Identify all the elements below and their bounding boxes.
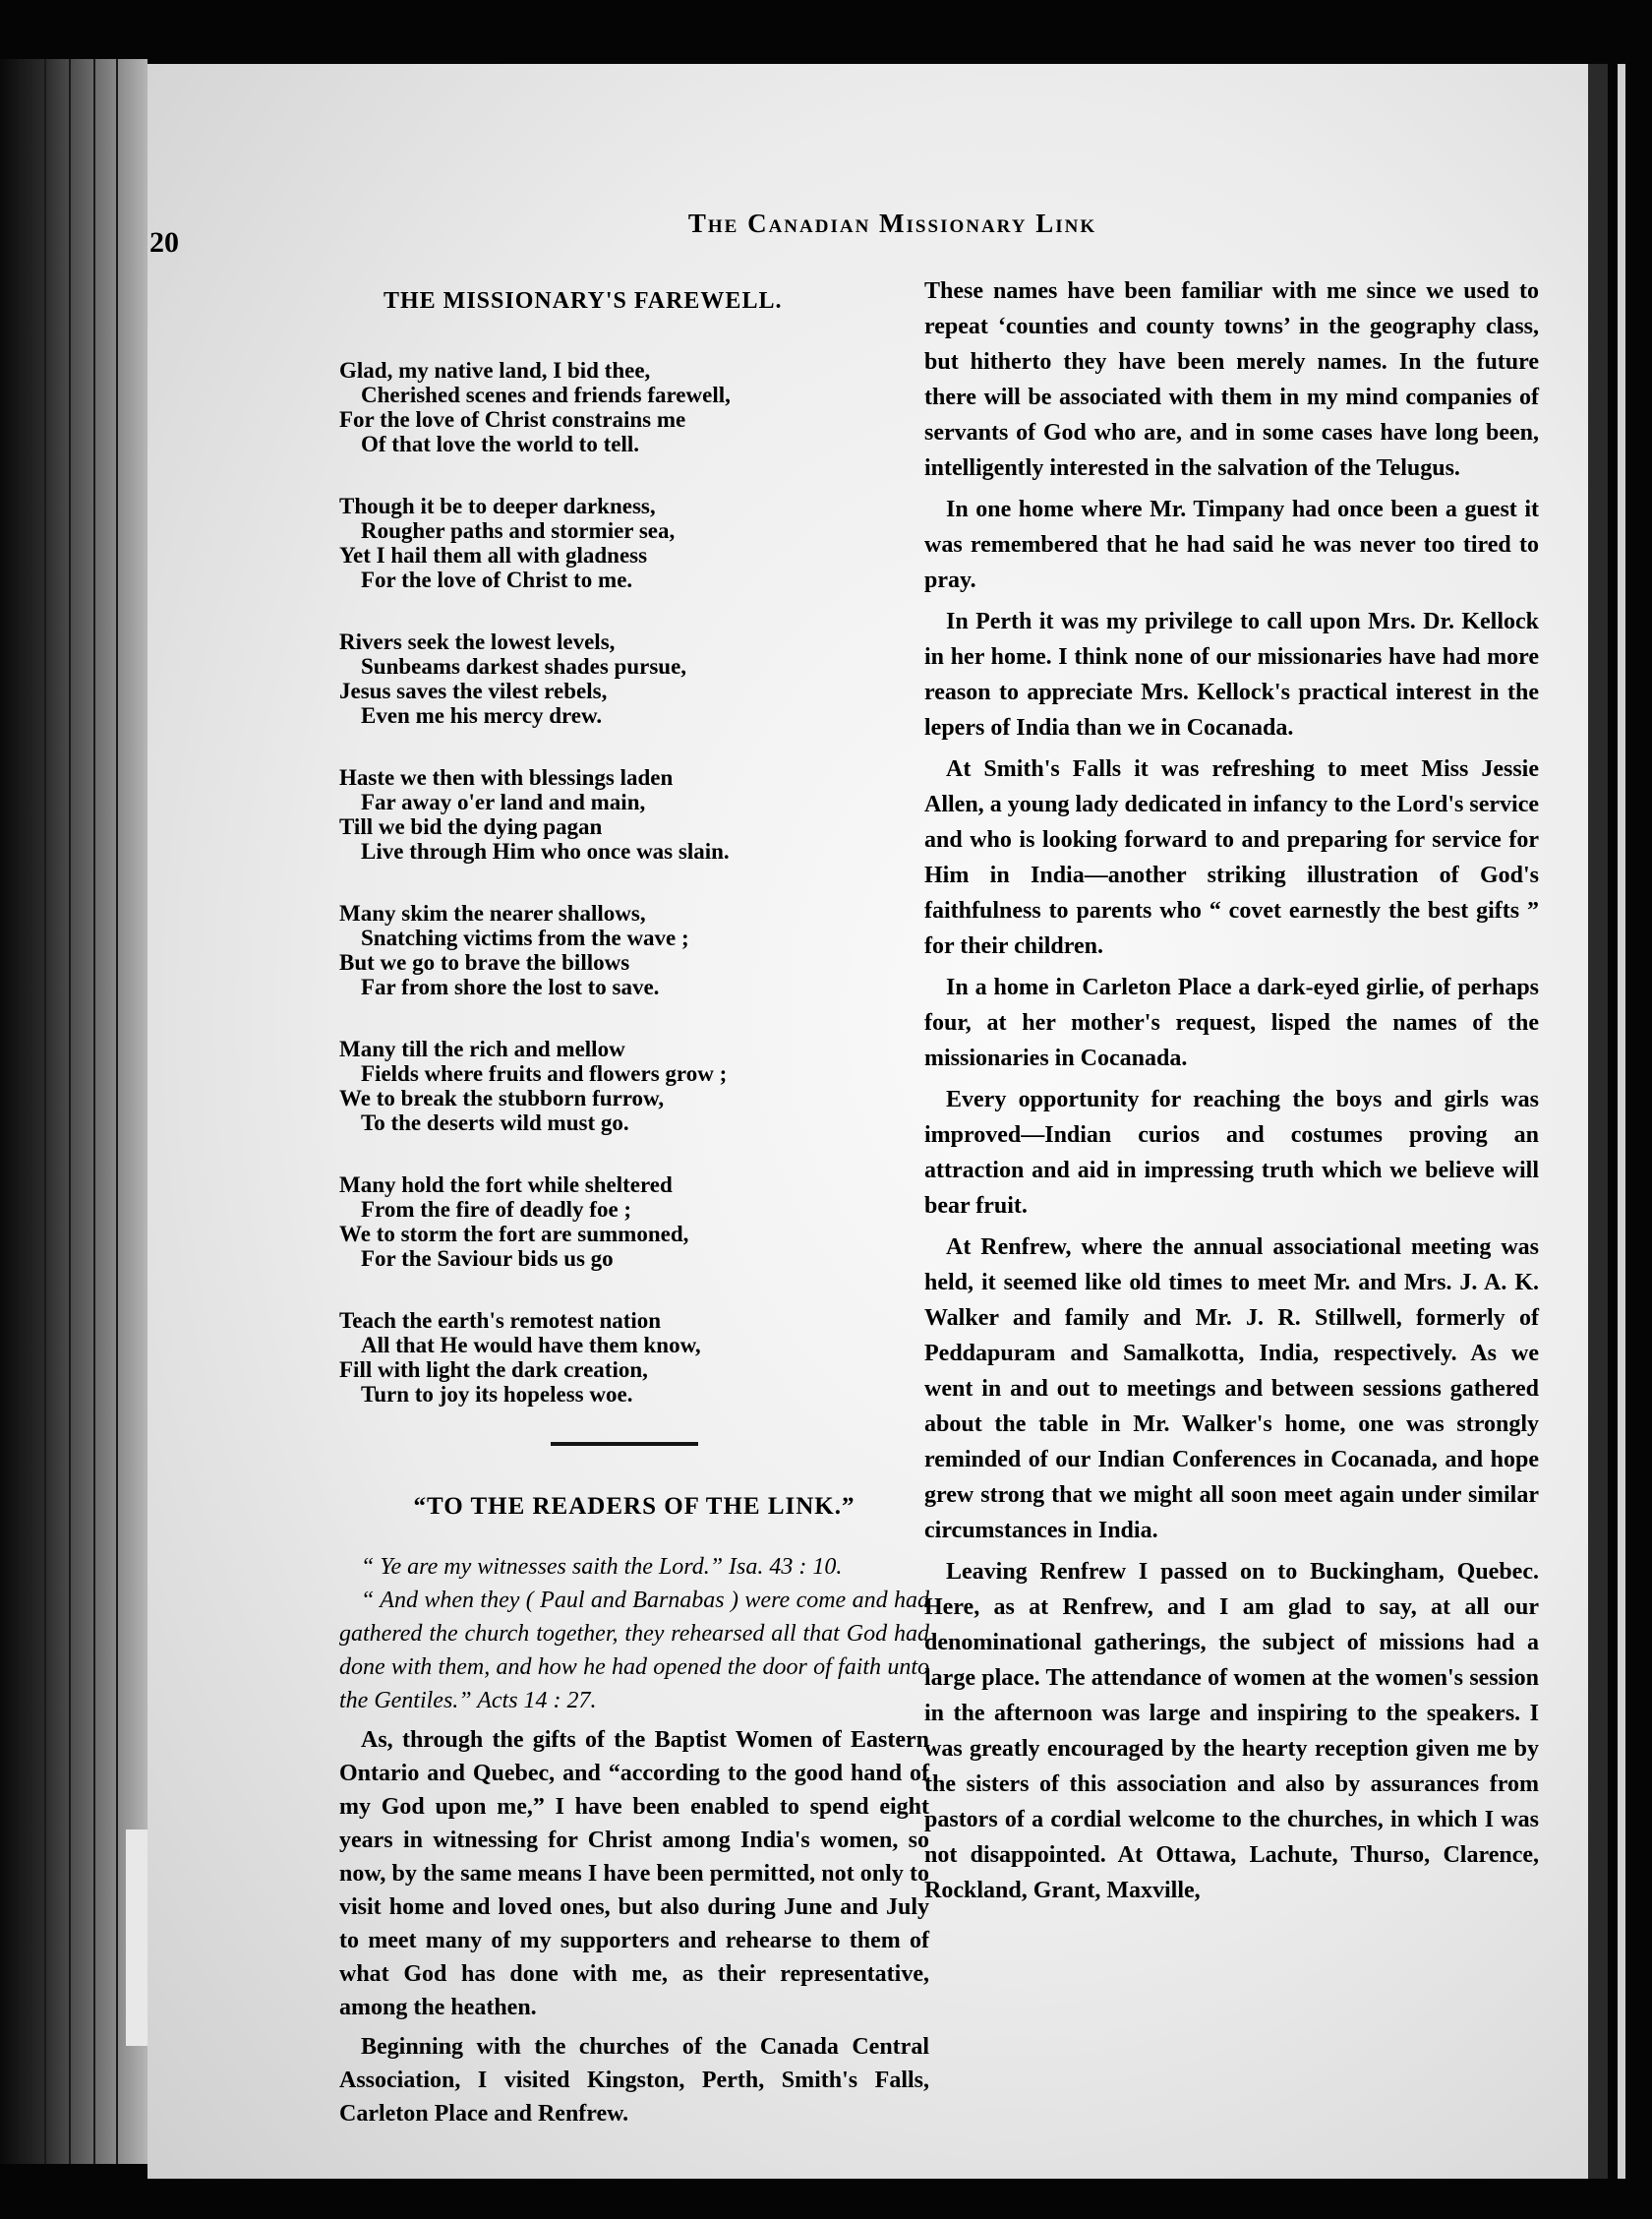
poem-line: Of that love the world to tell. <box>361 432 639 456</box>
poem-line: Haste we then with blessings laden <box>339 765 674 790</box>
poem-stanza <box>339 1308 929 1407</box>
article-paragraph: As, through the gifts of the Baptist Women of Eastern Ontario and Quebec, and “according to the good hand of my God upon me,” I have been enabled to spend eight years in witnessing for Christ among India's women, so now, by the same means I have been permitted, not only to visit home and loved ones, but also during June and July to meet many of my supporters and rehearse to them of what God has done with me, as their representative, among the heathen. <box>339 1727 929 2020</box>
article-paragraph: In a home in Carleton Place a dark-eyed girlie, of perhaps four, at her mother's request, lisped the names of the missionaries in Cocanada. <box>924 975 1539 1071</box>
poem-line: To the deserts wild must go. <box>361 1110 629 1135</box>
book-gutter-shadow <box>1588 64 1608 2179</box>
poem-line: Far away o'er land and main, <box>361 790 646 814</box>
poem-line: From the fire of deadly foe ; <box>361 1197 632 1222</box>
poem-line: Snatching victims from the wave ; <box>361 926 689 950</box>
poem-line: Rougher paths and stormier sea, <box>361 518 676 543</box>
article-paragraph: Every opportunity for reaching the boys and girls was improved—Indian curios and costumes proving an attraction and aid in impressing truth which we believe will bear fruit. <box>924 1087 1539 1219</box>
poem-line: Teach the earth's remotest nation <box>339 1308 662 1333</box>
poem-stanza <box>339 901 929 999</box>
article-paragraph: Beginning with the churches of the Canada Central Association, I visited Kingston, Perth, Smith's Falls, Carleton Place and Renfrew. <box>339 2034 929 2127</box>
poem-stanza <box>339 765 929 864</box>
page-marker-tab <box>126 1829 148 2046</box>
adjacent-page-edge <box>1618 64 1625 2179</box>
poem-line: For the love of Christ to me. <box>361 568 633 592</box>
page-number: 20 <box>149 226 179 259</box>
article-paragraph: Leaving Renfrew I passed on to Buckingham, Quebec. Here, as at Renfrew, and I am glad to say, at all our denominational gatherings, the subject of missions had a large place. The attendance of women at the women's session in the afternoon was large and inspiring to the speakers. I was greatly encouraged by the hearty reception given me by the sisters of this association and also by assurances from pastors of a cordial welcome to the churches, in which I was not disappointed. At Ottawa, Lachute, Thurso, Clarence, Rockland, Grant, Maxville, <box>924 1559 1539 1903</box>
poem-line: Though it be to deeper darkness, <box>339 494 656 518</box>
poem-stanza <box>339 1172 929 1271</box>
poem-line: Even me his mercy drew. <box>361 703 603 728</box>
poem-line: We to storm the fort are summoned, <box>339 1222 689 1246</box>
article-paragraph: In Perth it was my privilege to call upon Mrs. Dr. Kellock in her home. I think none of our missionaries have had more reason to appreciate Mrs. Kellock's practical interest in the lepers of India than we in Cocanada. <box>924 609 1539 741</box>
poem-line: All that He would have them know, <box>361 1333 701 1357</box>
article-paragraph: At Smith's Falls it was refreshing to meet Miss Jessie Allen, a young lady dedicated in infancy to the Lord's service and who is looking forward to and preparing for service for Him in India—another striking illustration of God's faithfulness to parents who “ covet earnestly the best gifts ” for their children. <box>924 756 1539 959</box>
poem-line: Far from shore the lost to save. <box>361 975 660 999</box>
poem-line: Cherished scenes and friends farewell, <box>361 383 731 407</box>
poem-line: Fields where fruits and flowers grow ; <box>361 1061 728 1086</box>
article-paragraph: These names have been familiar with me since we used to repeat ‘counties and county towns’ in the geography class, but hitherto they have been merely names. In the future there will be associated with them in my mind companies of servants of God who are, and in some cases have long been, intelligently interested in the salvation of the Telugus. <box>924 278 1539 481</box>
poem-stanza <box>339 1037 929 1135</box>
poem-line: Yet I hail them all with gladness <box>339 543 648 568</box>
poem-line: Live through Him who once was slain. <box>361 839 730 864</box>
poem-line: For the love of Christ constrains me <box>339 407 686 432</box>
right-column <box>924 273 1539 1908</box>
poem-line: Glad, my native land, I bid thee, <box>339 358 651 383</box>
poem-line: Fill with light the dark creation, <box>339 1357 648 1382</box>
poem-line: Rivers seek the lowest levels, <box>339 630 616 654</box>
section-divider <box>551 1442 698 1446</box>
poem-line: Sunbeams darkest shades pursue, <box>361 654 687 679</box>
poem-stanza <box>339 494 929 592</box>
poem-line: For the Saviour bids us go <box>361 1246 614 1271</box>
poem-body <box>339 358 929 1407</box>
article-paragraph: In one home where Mr. Timpany had once been a guest it was remembered that he had said he was never too tired to pray. <box>924 497 1539 593</box>
scripture-quote-acts: “ And when they ( Paul and Barnabas ) were come and had gathered the church together, they rehearsed all that God had done with them, and how he had opened the door of faith unto the Gentiles.” Acts 14 : 27. <box>339 1588 929 1713</box>
article-title: “TO THE READERS OF THE LINK.” <box>413 1493 856 1520</box>
left-column <box>339 280 929 2130</box>
poem-line: But we go to brave the billows <box>339 950 630 975</box>
poem-line: Many till the rich and mellow <box>339 1037 625 1061</box>
poem-line: Many skim the nearer shallows, <box>339 901 646 926</box>
poem-line: Jesus saves the vilest rebels, <box>339 679 608 703</box>
poem-line: Turn to joy its hopeless woe. <box>361 1382 633 1407</box>
poem-stanza <box>339 358 929 456</box>
poem-line: Till we bid the dying pagan <box>339 814 603 839</box>
poem-title: THE MISSIONARY'S FAREWELL. <box>384 288 783 314</box>
running-head: The Canadian Missionary Link <box>687 209 1097 238</box>
scripture-quote-isaiah: “ Ye are my witnesses saith the Lord.” Isa. 43 : 10. <box>361 1554 843 1580</box>
poem-line: Many hold the fort while sheltered <box>339 1172 673 1197</box>
poem-stanza <box>339 630 929 728</box>
poem-line: We to break the stubborn furrow, <box>339 1086 665 1110</box>
article-paragraph: At Renfrew, where the annual associational meeting was held, it seemed like old times to meet Mr. and Mrs. J. A. K. Walker and family and Mr. J. R. Stillwell, formerly of Peddapuram and Samalkotta, India, respectively. As we went in and out to meetings and between sessions gathered about the table in Mr. Walker's home, one was strongly reminded of our Indian Conferences in Cocanada, and hope grew strong that we might all soon meet again under similar circumstances in India. <box>924 1234 1539 1543</box>
